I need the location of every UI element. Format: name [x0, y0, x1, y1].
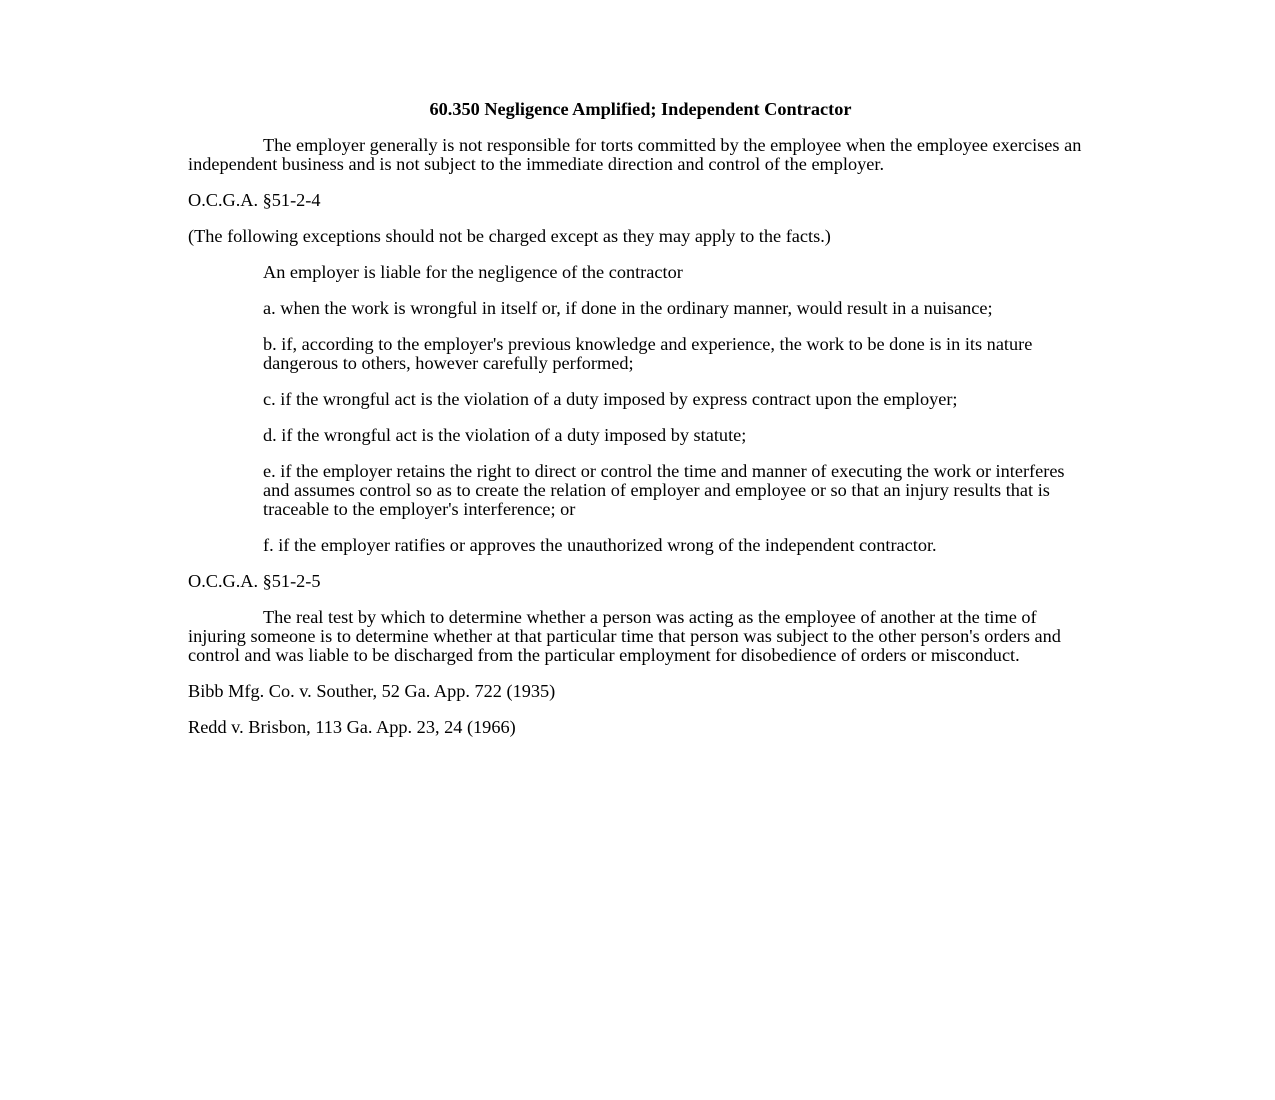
citation-ocga-51-2-4: O.C.G.A. §51-2-4	[188, 190, 321, 210]
exception-b: b. if, according to the employer's previous knowledge and experience, the work to be done is in its nature dangerous to others, however carefully performed;	[263, 334, 1033, 373]
exception-e: e. if the employer retains the right to direct or control the time and manner of executing the work or interferes and assumes control so as to create the relation of employer and employee or so that an injury results that is traceable to the employer's interference; or	[263, 461, 1065, 519]
liability-lead: An employer is liable for the negligence of the contractor	[263, 262, 683, 282]
test-paragraph: The real test by which to determine whether a person was acting as the employee of another at the time of injuring someone is to determine whether at that particular time that person was subject to the other person's orders and control and was liable to be discharged from the particular employment for disobedience of orders or misconduct.	[188, 607, 1061, 665]
exception-f: f. if the employer ratifies or approves the unauthorized wrong of the independent contractor.	[263, 535, 937, 555]
page-title: 60.350 Negligence Amplified; Independent Contractor	[429, 99, 852, 119]
exception-d: d. if the wrongful act is the violation of a duty imposed by statute;	[263, 425, 747, 445]
document-page	[188, 100, 1093, 754]
intro-paragraph: The employer generally is not responsible for torts committed by the employee when the employee exercises an independent business and is not subject to the immediate direction and control of the employer.	[188, 135, 1082, 174]
exception-a: a. when the work is wrongful in itself or, if done in the ordinary manner, would result in a nuisance;	[263, 298, 993, 318]
citation-ocga-51-2-5: O.C.G.A. §51-2-5	[188, 571, 321, 591]
exception-c: c. if the wrongful act is the violation of a duty imposed by express contract upon the employer;	[263, 389, 958, 409]
case-citation-bibb: Bibb Mfg. Co. v. Souther, 52 Ga. App. 722 (1935)	[188, 681, 556, 701]
case-citation-redd: Redd v. Brisbon, 113 Ga. App. 23, 24 (1966)	[188, 717, 516, 737]
exceptions-note: (The following exceptions should not be charged except as they may apply to the facts.)	[188, 226, 831, 246]
